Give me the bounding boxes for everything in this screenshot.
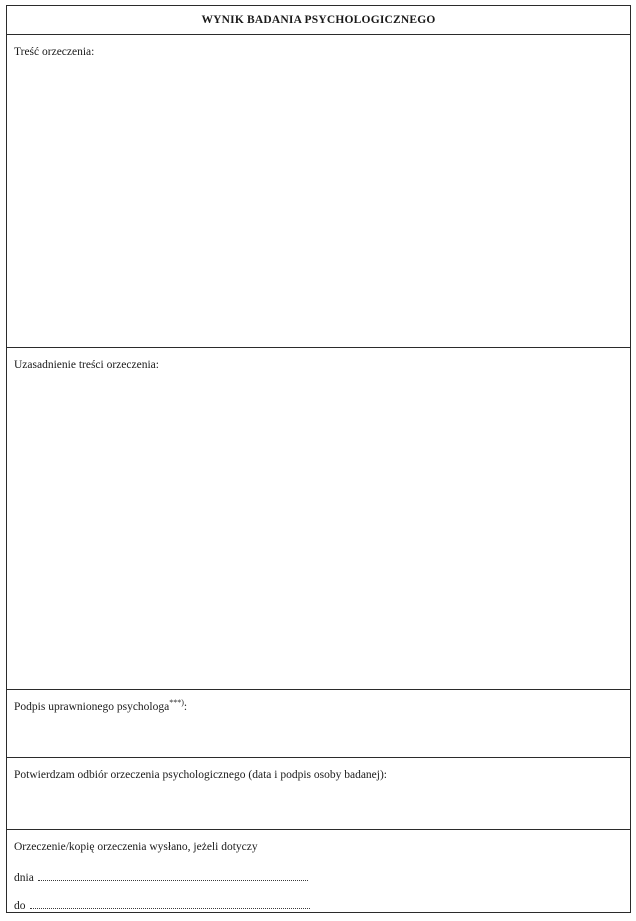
dnia-field[interactable] [38, 870, 308, 881]
section-wyslanie [7, 830, 630, 912]
footnote-marker: ***) [169, 698, 184, 708]
podpis-psychologa-label [14, 700, 187, 714]
section-uzasadnienie[interactable] [7, 348, 630, 690]
form-title: WYNIK BADANIA PSYCHOLOGICZNEGO [201, 14, 436, 26]
form-header [7, 6, 630, 35]
wyslanie-label: Orzeczenie/kopię orzeczenia wysłano, jeżeli dotyczy [14, 841, 258, 853]
do-row [14, 898, 310, 913]
psychological-exam-form [6, 5, 631, 913]
dnia-row [14, 870, 308, 885]
dnia-label: dnia [14, 872, 34, 884]
section-podpis-psychologa[interactable] [7, 690, 630, 758]
tresc-orzeczenia-label: Treść orzeczenia: [14, 46, 95, 58]
section-potwierdzenie-odbioru[interactable] [7, 758, 630, 830]
podpis-label-text: Podpis uprawnionego psychologa [14, 701, 170, 713]
section-tresc-orzeczenia[interactable] [7, 35, 630, 348]
uzasadnienie-label: Uzasadnienie treści orzeczenia: [14, 359, 159, 371]
do-field[interactable] [30, 898, 310, 909]
potwierdzenie-label: Potwierdzam odbiór orzeczenia psychologicznego (data i podpis osoby badanej): [14, 769, 387, 781]
do-label: do [14, 900, 26, 912]
podpis-label-suffix: : [183, 701, 188, 713]
